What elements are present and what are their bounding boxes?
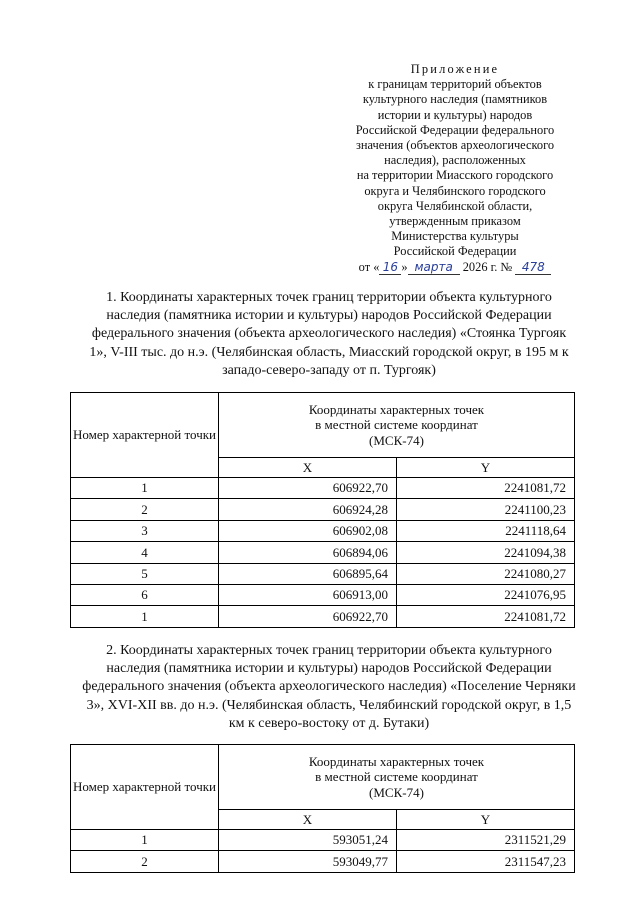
order-date-line bbox=[330, 260, 580, 275]
coords-header-line: Координаты характерных точек bbox=[308, 401, 485, 417]
coord-y: 2241076,95 bbox=[397, 584, 575, 605]
coord-x: 606894,06 bbox=[219, 542, 397, 563]
coord-y: 2241100,23 bbox=[397, 499, 575, 520]
point-number: 4 bbox=[71, 542, 219, 563]
handwritten-order-number: 478 bbox=[515, 261, 551, 275]
table-row bbox=[71, 584, 575, 605]
col-header-y: Y bbox=[397, 458, 575, 478]
appendix-line: Российской Федерации федерального bbox=[355, 122, 555, 137]
section-1-heading: 1. Координаты характерных точек границ территории объекта культурного наследия (памятника истории и культуры) народов Российской Федерации федерального значения (объекта археологического наследия) «Стоянка Тургояк 1», V-III тыс. до н.э. (Челябинская область, Миасский городской округ, в 195 м к западо-северо-западу от п. Тургояк) bbox=[89, 290, 569, 378]
handwritten-day: 16 bbox=[379, 261, 401, 275]
coord-x: 606924,28 bbox=[219, 499, 397, 520]
coordinates-table-1 bbox=[70, 392, 575, 628]
col-header-point: Номер характерной точки bbox=[71, 393, 219, 478]
col-header-x: X bbox=[219, 810, 397, 830]
appendix-line: Министерства культуры bbox=[391, 229, 519, 244]
coord-y: 2241081,72 bbox=[397, 478, 575, 499]
coord-x: 606913,00 bbox=[219, 584, 397, 605]
coord-y: 2241080,27 bbox=[397, 563, 575, 584]
coord-y: 2241118,64 bbox=[397, 520, 575, 541]
coordinates-table-2 bbox=[70, 744, 575, 873]
date-prefix: от « bbox=[358, 259, 380, 274]
point-number: 2 bbox=[71, 851, 219, 872]
appendix-line: к границам территорий объектов bbox=[368, 77, 542, 92]
col-header-coords bbox=[219, 393, 575, 458]
appendix-line: на территории Миасского городского bbox=[356, 168, 554, 183]
point-number: 1 bbox=[71, 830, 219, 851]
point-number: 2 bbox=[71, 499, 219, 520]
coords-header-line: в местной системе координат bbox=[315, 417, 478, 433]
point-number: 5 bbox=[71, 563, 219, 584]
appendix-line: утвержденным приказом bbox=[389, 214, 521, 229]
col-header-x: X bbox=[219, 458, 397, 478]
handwritten-month: марта bbox=[408, 261, 460, 275]
col-header-coords bbox=[219, 745, 575, 810]
point-number: 1 bbox=[71, 606, 219, 627]
point-number: 6 bbox=[71, 584, 219, 605]
table-row bbox=[71, 606, 575, 627]
table-row bbox=[71, 478, 575, 499]
appendix-block bbox=[330, 62, 580, 275]
point-number: 3 bbox=[71, 520, 219, 541]
table-row bbox=[71, 520, 575, 541]
appendix-line: значения (объектов археологического bbox=[355, 138, 555, 153]
col-header-point: Номер характерной точки bbox=[71, 745, 219, 830]
appendix-line: Российской Федерации bbox=[393, 244, 517, 259]
table-row bbox=[71, 830, 575, 851]
appendix-line: культурного наследия (памятников bbox=[362, 92, 548, 107]
section-2-heading: 2. Координаты характерных точек границ территории объекта культурного наследия (памятника истории и культуры) народов Российской Федерации федерального значения (объекта археологического наследия) «Поселение Черняки 3», XVI-XII вв. до н.э. (Челябинская область, Челябинский городской округ, в 1,5 км к северо-востоку от д. Бутаки) bbox=[82, 643, 576, 731]
date-year: 2026 г. № bbox=[462, 259, 513, 274]
table-row bbox=[71, 851, 575, 872]
coord-x: 593049,77 bbox=[219, 851, 397, 872]
coord-x: 593051,24 bbox=[219, 830, 397, 851]
appendix-line: округа и Челябинского городского bbox=[364, 183, 546, 198]
date-sep: » bbox=[401, 259, 408, 274]
coords-header-line: Координаты характерных точек bbox=[308, 753, 485, 769]
appendix-line: истории и культуры) народов bbox=[377, 107, 533, 122]
coord-y: 2241094,38 bbox=[397, 542, 575, 563]
coords-header-line: в местной системе координат bbox=[315, 769, 478, 785]
table-row bbox=[71, 542, 575, 563]
coord-x: 606922,70 bbox=[219, 478, 397, 499]
coord-y: 2311547,23 bbox=[397, 851, 575, 872]
table-row bbox=[71, 563, 575, 584]
appendix-line: округа Челябинской области, bbox=[377, 198, 533, 213]
coord-x: 606895,64 bbox=[219, 563, 397, 584]
point-number: 1 bbox=[71, 478, 219, 499]
table-row bbox=[71, 499, 575, 520]
coords-header-line: (МСК-74) bbox=[369, 432, 424, 448]
coord-y: 2241081,72 bbox=[397, 606, 575, 627]
appendix-title: Приложение bbox=[410, 62, 500, 76]
coord-y: 2311521,29 bbox=[397, 830, 575, 851]
coords-header-line: (МСК-74) bbox=[369, 784, 424, 800]
coord-x: 606902,08 bbox=[219, 520, 397, 541]
appendix-line: наследия), расположенных bbox=[384, 153, 526, 168]
coord-x: 606922,70 bbox=[219, 606, 397, 627]
col-header-y: Y bbox=[397, 810, 575, 830]
